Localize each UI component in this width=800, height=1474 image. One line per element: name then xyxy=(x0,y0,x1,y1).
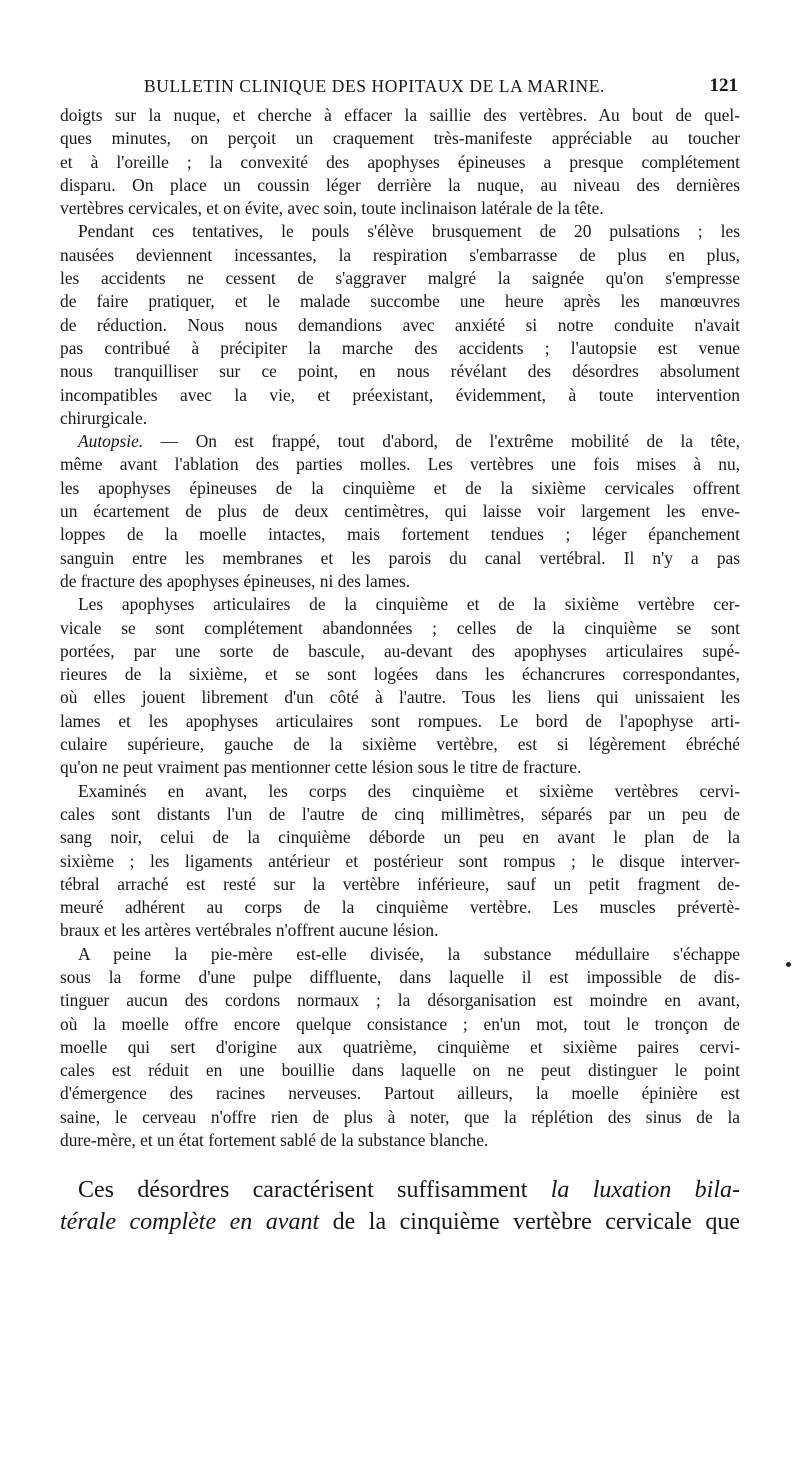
running-title: BULLETIN CLINIQUE DES HOPITAUX DE LA MARINE. xyxy=(144,76,605,96)
text-line: nous tranquilliser sur ce point, en nous révélant des désordres absolument xyxy=(60,361,740,382)
text-line: ques minutes, on perçoit un craquement très-manifeste appréciable au toucher xyxy=(60,128,740,149)
text-line: A peine la pie-mère est-elle divisée, la substance médullaire s'échappe xyxy=(78,943,740,964)
text-line: incompatibles avec la vie, et préexistant, évidemment, à toute intervention xyxy=(60,384,740,405)
final-line-1-text: Ces désordres caractérisent suffisamment xyxy=(78,1177,528,1204)
text-line: vicale se sont complétement abandonnées ; celles de la cinquième se sont xyxy=(60,617,740,638)
body-text xyxy=(60,104,740,1238)
final-line-2 xyxy=(60,1206,740,1238)
text-line: nausées deviennent incessantes, la respiration s'embarrasse de plus en plus, xyxy=(60,244,740,265)
running-head xyxy=(60,76,740,102)
text-line: un écartement de plus de deux centimètres, qui laisse voir largement les enve- xyxy=(60,501,740,522)
text-line: doigts sur la nuque, et cherche à effacer la saillie des vertèbres. Au bout de quel- xyxy=(60,105,740,125)
text-line: de réduction. Nous nous demandions avec anxiété si notre conduite n'avait xyxy=(60,314,740,335)
text-line: sang noir, celui de la cinquième déborde un peu en avant le plan de la xyxy=(60,827,740,848)
text-line: où la moelle offre encore quelque consistance ; en'un mot, tout le tronçon de xyxy=(60,1013,740,1034)
text-line: qu'on ne peut vraiment pas mentionner cette lésion sous le titre de fracture. xyxy=(60,757,582,778)
text-line: cales est réduit en une bouillie dans laquelle on ne peut distinguer le point xyxy=(60,1060,740,1081)
text-line: dure-mère, et un état fortement sablé de la substance blanche. xyxy=(60,1130,489,1151)
text-line: même avant l'ablation des parties molles. Les vertèbres une fois mises à nu, xyxy=(60,454,740,475)
paragraph-gap xyxy=(60,1152,740,1174)
text-line: sous la forme d'une pulpe diffluente, dans laquelle il est impossible de dis- xyxy=(60,966,740,987)
text-line: braux et les artères vertébrales n'offrent aucune lésion. xyxy=(60,920,439,941)
text-line: où elles jouent librement d'un côté à l'autre. Tous les liens qui unissaient les xyxy=(60,687,740,708)
text-line: tébral arraché est resté sur la vertèbre inférieure, sauf un petit fragment de- xyxy=(60,873,740,894)
text-line: pas contribué à précipiter la marche des accidents ; l'autopsie est venue xyxy=(60,337,740,358)
text-line: Pendant ces tentatives, le pouls s'élève brusquement de 20 pulsations ; les xyxy=(78,221,740,242)
final-line-1 xyxy=(60,1174,740,1206)
text-line: vertèbres cervicales, et on évite, avec soin, toute inclinaison latérale de la tête. xyxy=(60,198,604,219)
text-line: chirurgicale. xyxy=(60,407,148,428)
text-line: portées, par une sorte de bascule, au-devant des apophyses articulaires supé- xyxy=(60,640,740,661)
autopsie-text: — On est frappé, tout d'abord, de l'extrême mobilité de la tête, xyxy=(160,431,740,452)
text-line: sixième ; les ligaments antérieur et postérieur sont rompus ; le disque interver- xyxy=(60,850,740,871)
text-line: disparu. On place un coussin léger derrière la nuque, au niveau des dernières xyxy=(60,174,740,195)
text-line: les apophyses épineuses de la cinquième et de la sixième cervicales offrent xyxy=(60,477,740,498)
text-line: rieures de la sixième, et se sont logées dans les échancrures correspondantes, xyxy=(60,664,740,685)
text-line: moelle qui sert d'origine aux quatrième, cinquième et sixième paires cervi- xyxy=(60,1036,740,1057)
margin-ink-dot xyxy=(786,962,791,967)
text-line: de faire pratiquer, et le malade succombe une heure après les manœuvres xyxy=(60,291,740,312)
page-number: 121 xyxy=(709,75,738,96)
text-line: lames et les apophyses articulaires sont rompues. Le bord de l'apophyse arti- xyxy=(60,710,740,731)
text-line: culaire supérieure, gauche de la sixième vertèbre, est si légèrement ébréché xyxy=(60,734,740,755)
text-line: meuré adhérent au corps de la cinquième vertèbre. Les muscles prévertè- xyxy=(60,897,740,918)
text-line: et à l'oreille ; la convexité des apophyses épineuses a presque complétement xyxy=(60,151,740,172)
text-line: cales sont distants l'un de l'autre de cinq millimètres, séparés par un peu de xyxy=(60,803,740,824)
text-line: saine, le cerveau n'offre rien de plus à noter, que la réplétion des sinus de la xyxy=(60,1106,740,1127)
text-line: d'émergence des racines nerveuses. Partout ailleurs, la moelle épinière est xyxy=(60,1083,740,1104)
final-line-2-text: de la cinquième vertèbre cervicale que xyxy=(332,1209,740,1236)
autopsie-label: Autopsie. xyxy=(78,431,144,452)
text-line: de fracture des apophyses épineuses, ni des lames. xyxy=(60,570,411,591)
text-line-autopsie xyxy=(60,430,740,453)
text-line: tinguer aucun des cordons normaux ; la désorganisation est moindre en avant, xyxy=(60,990,740,1011)
text-line: sanguin entre les membranes et les parois du canal vertébral. Il n'y a pas xyxy=(60,547,740,568)
text-line: loppes de la moelle intactes, mais fortement tendues ; léger épanchement xyxy=(60,524,740,545)
text-line: Examinés en avant, les corps des cinquième et sixième vertèbres cervi- xyxy=(78,780,740,801)
complete-emphasis: térale complète en avant xyxy=(60,1209,320,1236)
text-line: Les apophyses articulaires de la cinquième et de la sixième vertèbre cer- xyxy=(78,594,740,615)
luxation-emphasis: la luxation bila- xyxy=(550,1177,741,1204)
text-line: les accidents ne cessent de s'aggraver malgré la saignée qu'on s'empresse xyxy=(60,268,740,289)
